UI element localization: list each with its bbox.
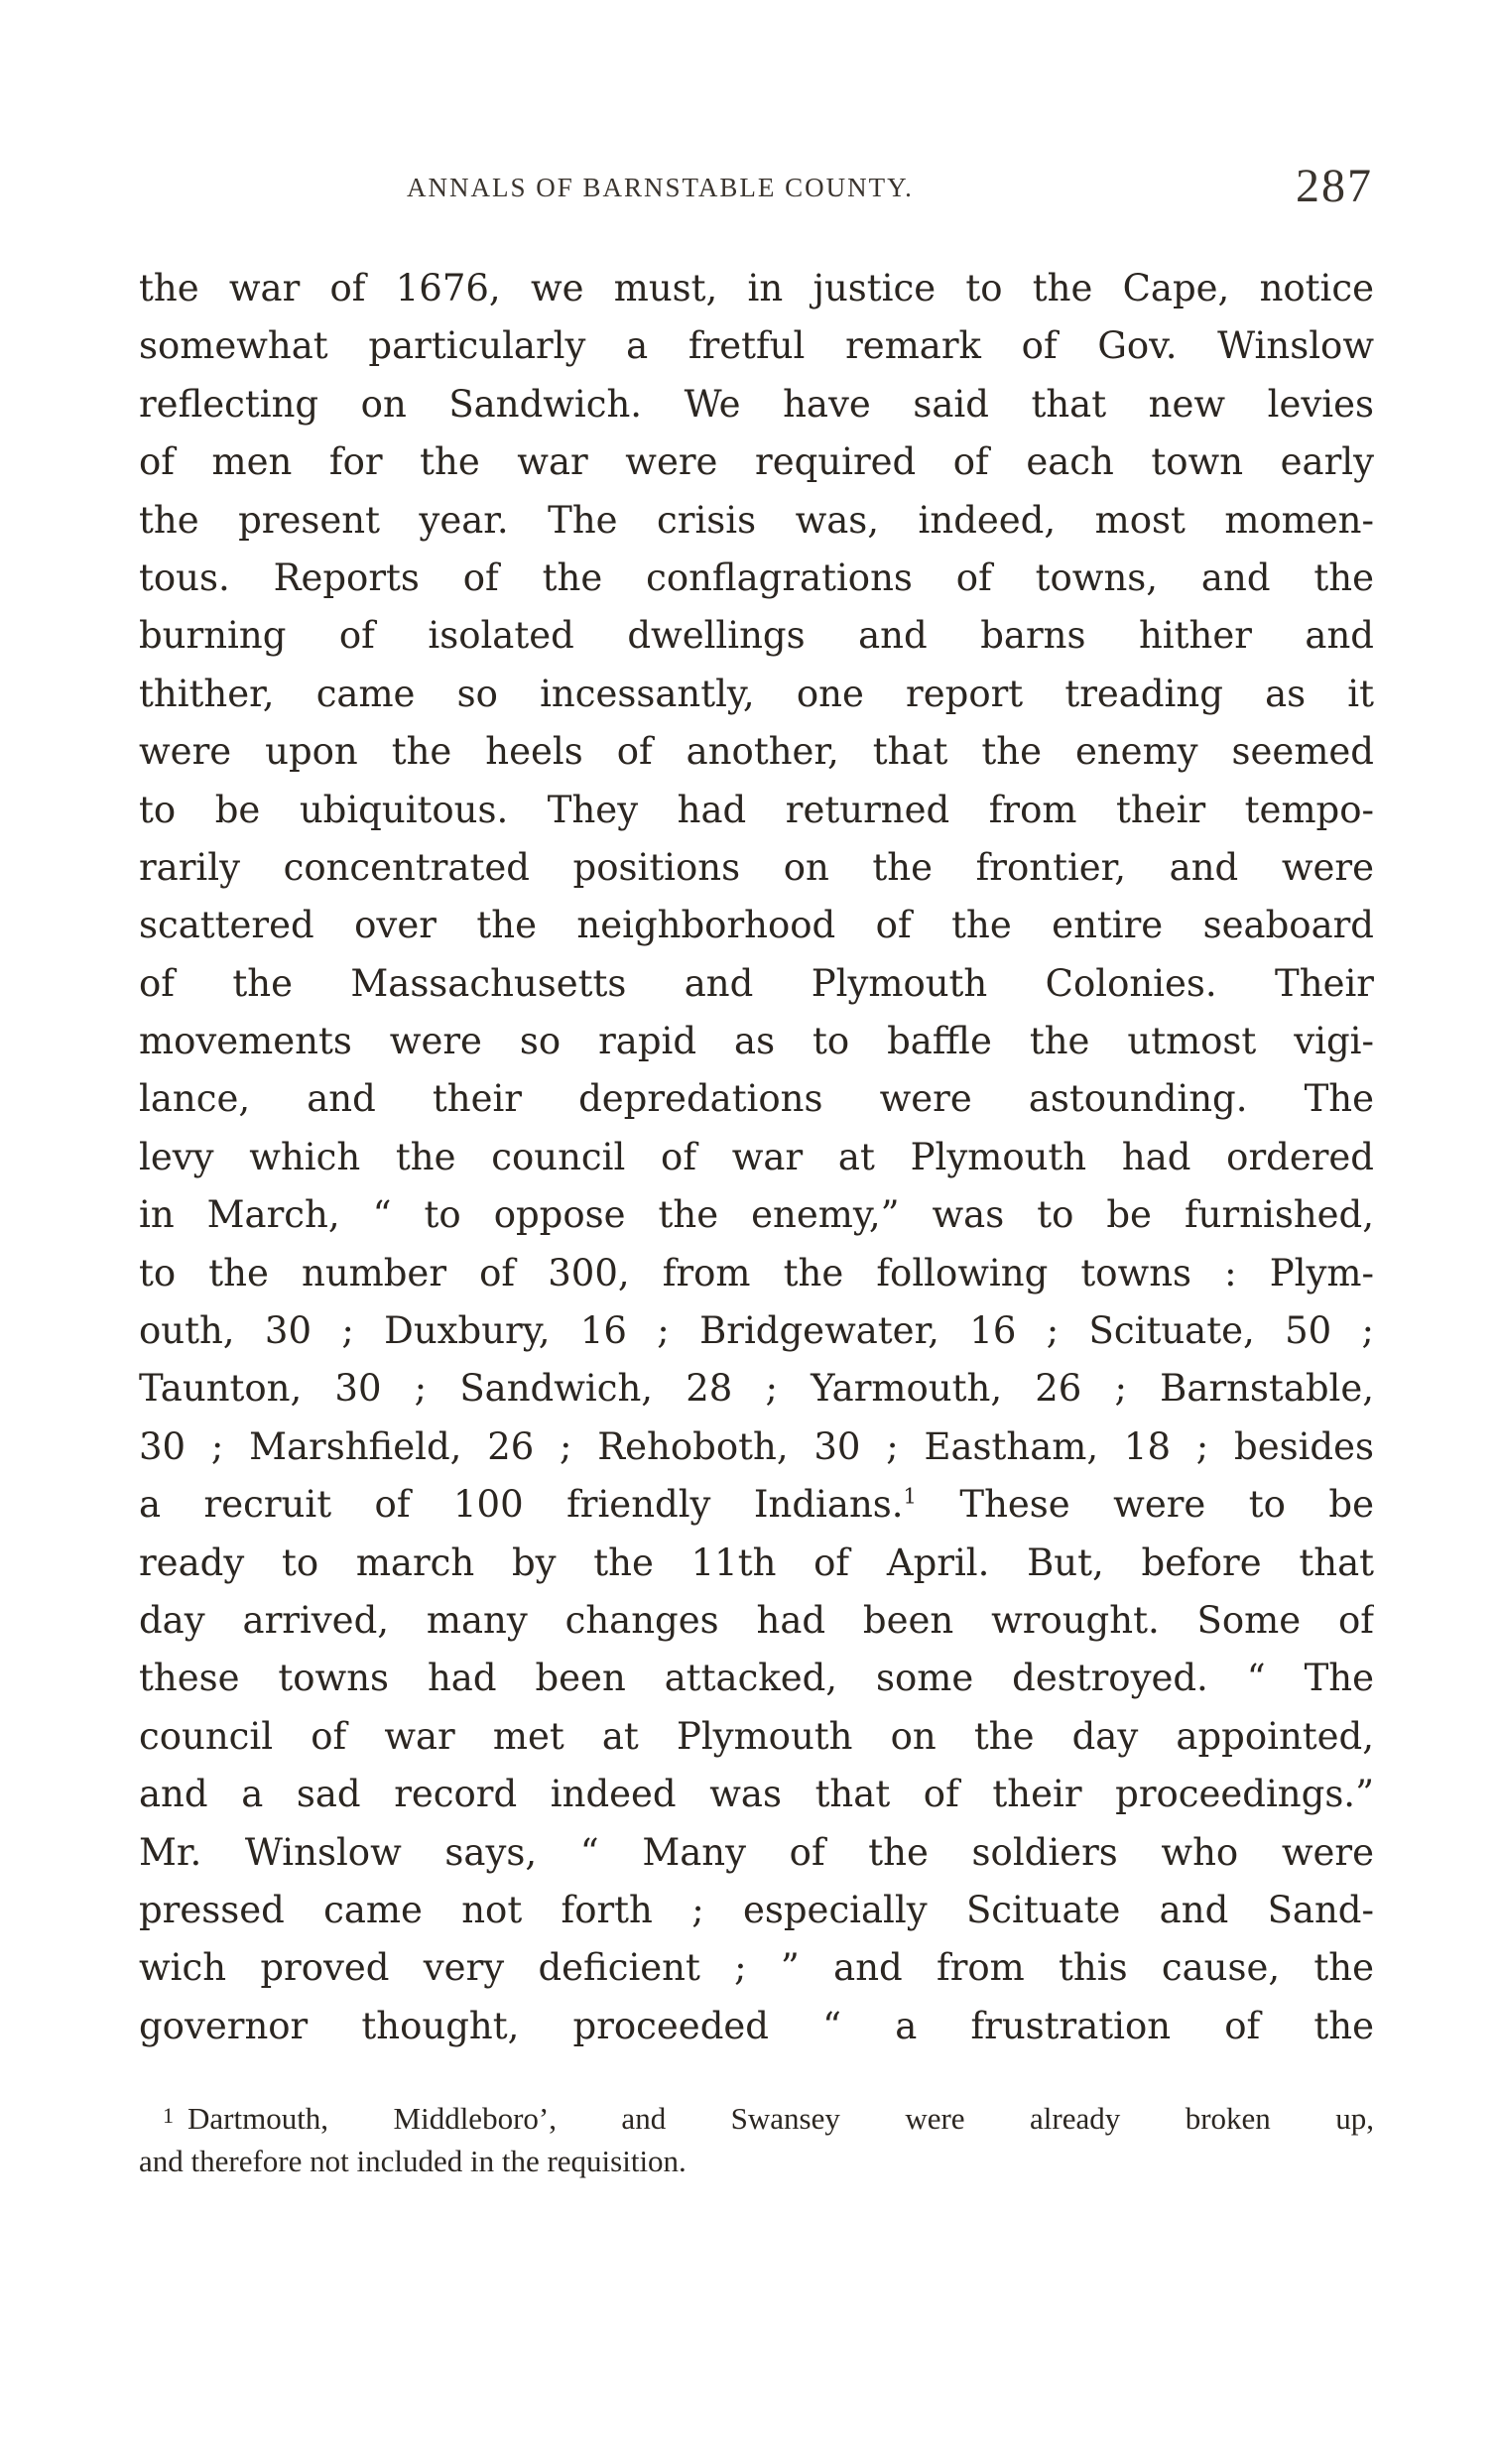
text-line: thither, came so incessantly, one report treading as it — [139, 672, 1374, 715]
footnote-line: and therefore not included in the requisition. — [139, 2144, 687, 2178]
page-number: 287 — [1296, 160, 1373, 212]
text-line-with-footnote-ref — [139, 1476, 1374, 1534]
text-line: governor thought, proceeded “ a frustration of the — [139, 2004, 1374, 2047]
text-line: of men for the war were required of each town early — [139, 440, 1374, 484]
text-segment: a recruit of 100 friendly Indians. — [139, 1483, 904, 1527]
footnote-marker: 1 — [163, 2103, 174, 2128]
text-line: Mr. Winslow says, “ Many of the soldiers who were — [139, 1830, 1374, 1874]
text-line: to the number of 300, from the following towns : Plym- — [139, 1251, 1374, 1294]
body-text — [139, 260, 1374, 2055]
text-line: in March, “ to oppose the enemy,” was to be furnished, — [139, 1193, 1374, 1237]
text-line: of the Massachusetts and Plymouth Colonies. Their — [139, 961, 1374, 1005]
text-line: Taunton, 30 ; Sandwich, 28 ; Yarmouth, 26 ; Barnstable, — [139, 1367, 1374, 1411]
text-line: wich proved very deficient ; ” and from this cause, the — [139, 1946, 1374, 1990]
running-title: ANNALS OF BARNSTABLE COUNTY. — [407, 173, 914, 202]
running-head — [139, 155, 1379, 224]
text-line: were upon the heels of another, that the enemy seemed — [139, 730, 1374, 774]
footnote-line — [139, 2093, 1374, 2139]
text-line: movements were so rapid as to baffle the utmost vigi- — [139, 1020, 1374, 1063]
text-line: rarily concentrated positions on the frontier, and were — [139, 845, 1374, 889]
text-line: these towns had been attacked, some destroyed. “ The — [139, 1657, 1374, 1700]
text-line: burning of isolated dwellings and barns hither and — [139, 614, 1374, 658]
text-line: outh, 30 ; Duxbury, 16 ; Bridgewater, 16 ; Scituate, 50 ; — [139, 1309, 1374, 1353]
text-line: the present year. The crisis was, indeed, most momen- — [139, 498, 1374, 542]
text-line: and a sad record indeed was that of their proceedings.” — [139, 1773, 1374, 1816]
text-line: reflecting on Sandwich. We have said that new levies — [139, 382, 1374, 426]
footnote-reference: 1 — [903, 1484, 917, 1509]
text-line: 30 ; Marshfield, 26 ; Rehoboth, 30 ; Eastham, 18 ; besides — [139, 1424, 1374, 1468]
text-line: scattered over the neighborhood of the entire seaboard — [139, 904, 1374, 947]
footnotes — [139, 2093, 1374, 2184]
text-line: pressed came not forth ; especially Scituate and Sand- — [139, 1888, 1374, 1931]
text-line: council of war met at Plymouth on the day appointed, — [139, 1714, 1374, 1758]
text-line: somewhat particularly a fretful remark of Gov. Winslow — [139, 324, 1374, 368]
footnote-text: Dartmouth, Middleboro’, and Swansey were already broken up, — [188, 2101, 1374, 2136]
text-line: the war of 1676, we must, in justice to the Cape, notice — [139, 267, 1374, 309]
text-segment: These were to be — [916, 1483, 1374, 1527]
text-line: day arrived, many changes had been wrought. Some of — [139, 1598, 1374, 1642]
text-line: levy which the council of war at Plymouth had ordered — [139, 1135, 1374, 1178]
text-line: to be ubiquitous. They had returned from their tempo- — [139, 788, 1374, 831]
text-line: lance, and their depredations were astounding. The — [139, 1077, 1374, 1121]
text-line: ready to march by the 11th of April. But, before that — [139, 1540, 1374, 1584]
text-line: tous. Reports of the conflagrations of towns, and the — [139, 555, 1374, 599]
